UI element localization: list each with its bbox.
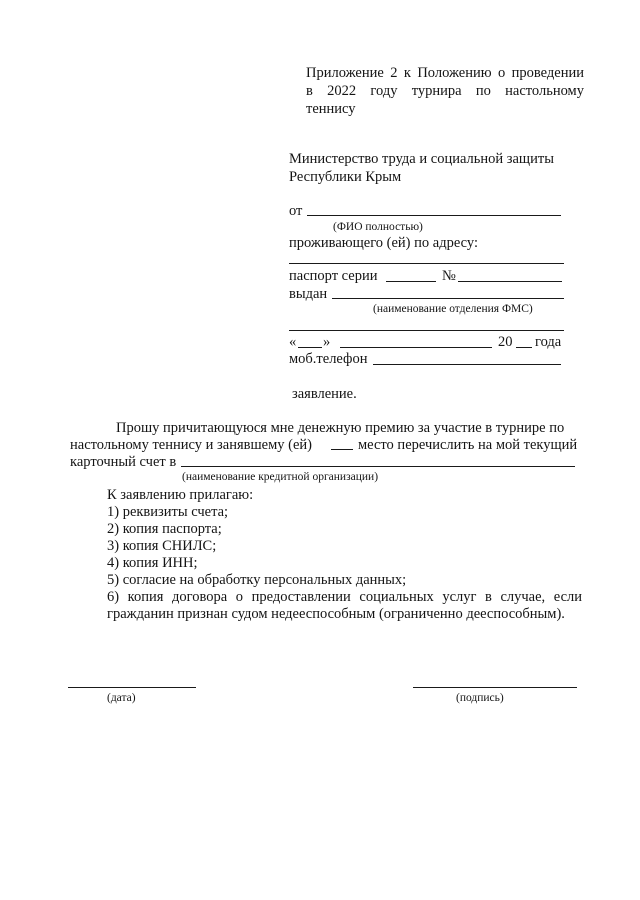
issued-line[interactable] (332, 298, 564, 299)
phone-label: моб.телефон (289, 351, 368, 367)
quote-open: « (289, 334, 297, 350)
from-label: от (289, 203, 303, 219)
date-hint: (дата) (107, 692, 136, 704)
bank-line[interactable] (181, 466, 575, 467)
attachment-item: 3) копия СНИЛС; (107, 538, 217, 554)
body-line-3: карточный счет в (70, 454, 177, 470)
attachment-item: 5) согласие на обработку персональных данных; (107, 572, 407, 588)
passport-number-label: № (442, 268, 456, 284)
attachment-item: 2) копия паспорта; (107, 521, 222, 537)
attachment-item: 4) копия ИНН; (107, 555, 198, 571)
issued-label: выдан (289, 286, 328, 302)
attachments-heading: К заявлению прилагаю: (107, 487, 254, 503)
phone-line[interactable] (373, 364, 561, 365)
recipient-line-1: Министерство труда и социальной защиты (289, 151, 554, 167)
body-line-1: Прошу причитающуюся мне денежную премию за участие в турнире по (116, 420, 565, 436)
bank-hint: (наименование кредитной организации) (182, 471, 379, 483)
year-line[interactable] (516, 347, 532, 348)
signature-hint: (подпись) (456, 692, 504, 704)
doc-title: заявление. (292, 386, 357, 402)
body-line-2a: настольному теннису и занявшему (ей) (70, 437, 312, 453)
appendix-line-3: теннису (306, 101, 356, 117)
fio-hint: (ФИО полностью) (333, 221, 423, 233)
address-line[interactable] (289, 263, 564, 264)
signature-line[interactable] (413, 687, 577, 688)
fio-line[interactable] (307, 215, 561, 216)
fms-hint: (наименование отделения ФМС) (373, 303, 533, 315)
attachment-item: 6) копия договора о предоставлении социальных услуг в случае, если (107, 589, 582, 605)
year-suffix: года (535, 334, 562, 350)
issued-continuation-line[interactable] (289, 330, 564, 331)
month-line[interactable] (340, 347, 492, 348)
recipient-line-2: Республики Крым (289, 169, 402, 185)
date-line[interactable] (68, 687, 196, 688)
attachment-item-continuation: гражданин признан судом недееспособным (ограниченно дееспособным). (107, 606, 565, 622)
appendix-line-1: Приложение 2 к Положению о проведении (306, 65, 584, 81)
place-line[interactable] (331, 449, 353, 450)
passport-number-line[interactable] (458, 281, 562, 282)
attachment-item: 1) реквизиты счета; (107, 504, 229, 520)
appendix-line-2: в 2022 году турнира по настольному (306, 83, 584, 99)
year-prefix: 20 (498, 334, 513, 350)
address-label: проживающего (ей) по адресу: (289, 235, 478, 251)
quote-close: » (323, 334, 331, 350)
body-line-2b: место перечислить на мой текущий (358, 437, 578, 453)
passport-series-line[interactable] (386, 281, 436, 282)
passport-series-label: паспорт серии (289, 268, 378, 284)
day-line[interactable] (298, 347, 322, 348)
